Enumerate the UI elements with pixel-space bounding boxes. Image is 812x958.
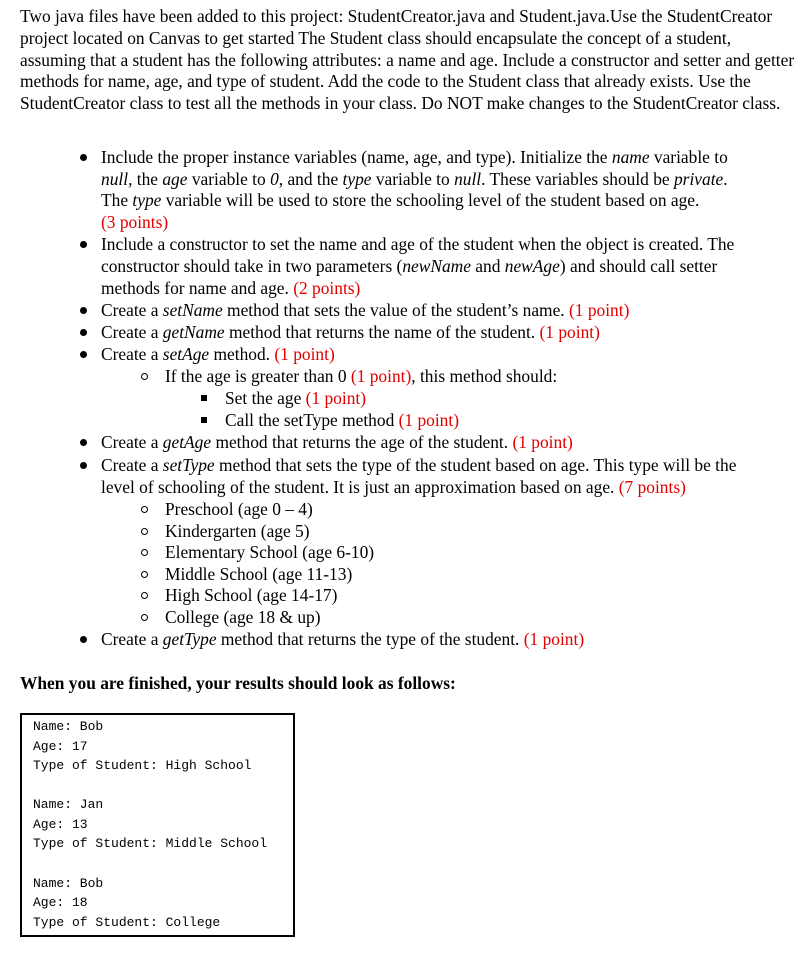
bullet-2-line-2: constructor should take in two parameters (newName and newAge) and should call setter [101,256,718,276]
bullet-getage: Create a getAge method that returns the age of the student. (1 point) [101,432,573,452]
console-line: Name: Bob [33,719,104,734]
intro-paragraph: Two java files have been added to this project: StudentCreator.java and Student.java.Use the StudentCreator project located on Canvas to get started The Student class should encapsulate the concept of a student, assuming that a student has the following attributes: a name and age. Include a constructor and setter and getter methods for name, age, and type of student. Add the code to the Student class that already exists. Use the StudentCreator class to test all the methods in your class. Do NOT make changes to the StudentCreator class. [20,6,795,114]
bullet-settype-line-1: Create a setType method that sets the type of the student based on age. This type will be the [101,455,737,475]
circle-bullet-icon [141,528,148,535]
bullet-icon [80,351,87,358]
circle-bullet-icon [141,549,148,556]
bullet-2-line-3: methods for name and age. (2 points) [101,278,361,298]
circle-bullet-icon [141,373,148,380]
circle-bullet-icon [141,571,148,578]
results-heading: When you are finished, your results should look as follows: [20,673,456,693]
level-item: College (age 18 & up) [165,607,321,627]
bullet-gettype: Create a getType method that returns the type of the student. (1 point) [101,629,585,649]
level-item: Kindergarten (age 5) [165,521,310,541]
bullet-icon [80,154,87,161]
console-line: Age: 13 [33,817,88,832]
console-line: Type of Student: Middle School [33,836,268,851]
bullet-icon [80,241,87,248]
square-bullet-icon [201,417,207,423]
bullet-setage: Create a setAge method. (1 point) [101,344,335,364]
bullet-settype-line-2: level of schooling of the student. It is just an approximation based on age. (7 points) [101,477,686,497]
setage-step-2: Call the setType method (1 point) [225,410,459,430]
bullet-icon [80,462,87,469]
level-item: Elementary School (age 6-10) [165,542,375,562]
bullet-1-line-1: Include the proper instance variables (name, age, and type). Initialize the name variable to [101,147,728,167]
level-item: Middle School (age 11-13) [165,564,353,584]
circle-bullet-icon [141,614,148,621]
bullet-icon [80,307,87,314]
console-line: Type of Student: High School [33,758,252,773]
bullet-icon [80,439,87,446]
bullet-getname: Create a getName method that returns the name of the student. (1 point) [101,322,600,342]
console-line: Age: 18 [33,895,88,910]
circle-bullet-icon [141,506,148,513]
bullet-1-line-2: null, the age variable to 0, and the type variable to null. These variables should be private. [101,169,728,189]
bullet-setname: Create a setName method that sets the value of the student’s name. (1 point) [101,300,630,320]
bullet-icon [80,636,87,643]
setage-condition: If the age is greater than 0 (1 point), this method should: [165,366,558,386]
level-item: High School (age 14-17) [165,585,338,605]
setage-step-1: Set the age (1 point) [225,388,367,408]
console-line: Type of Student: College [33,915,221,930]
bullet-1-points: (3 points) [101,212,169,232]
console-output [20,713,295,937]
square-bullet-icon [201,395,207,401]
console-line: Name: Jan [33,797,104,812]
console-line: Name: Bob [33,876,104,891]
circle-bullet-icon [141,592,148,599]
level-item: Preschool (age 0 – 4) [165,499,313,519]
bullet-2-line-1: Include a constructor to set the name and age of the student when the object is created. The [101,234,735,254]
bullet-1-line-3: The type variable will be used to store the schooling level of the student based on age. [101,190,700,210]
console-line: Age: 17 [33,739,88,754]
bullet-icon [80,329,87,336]
